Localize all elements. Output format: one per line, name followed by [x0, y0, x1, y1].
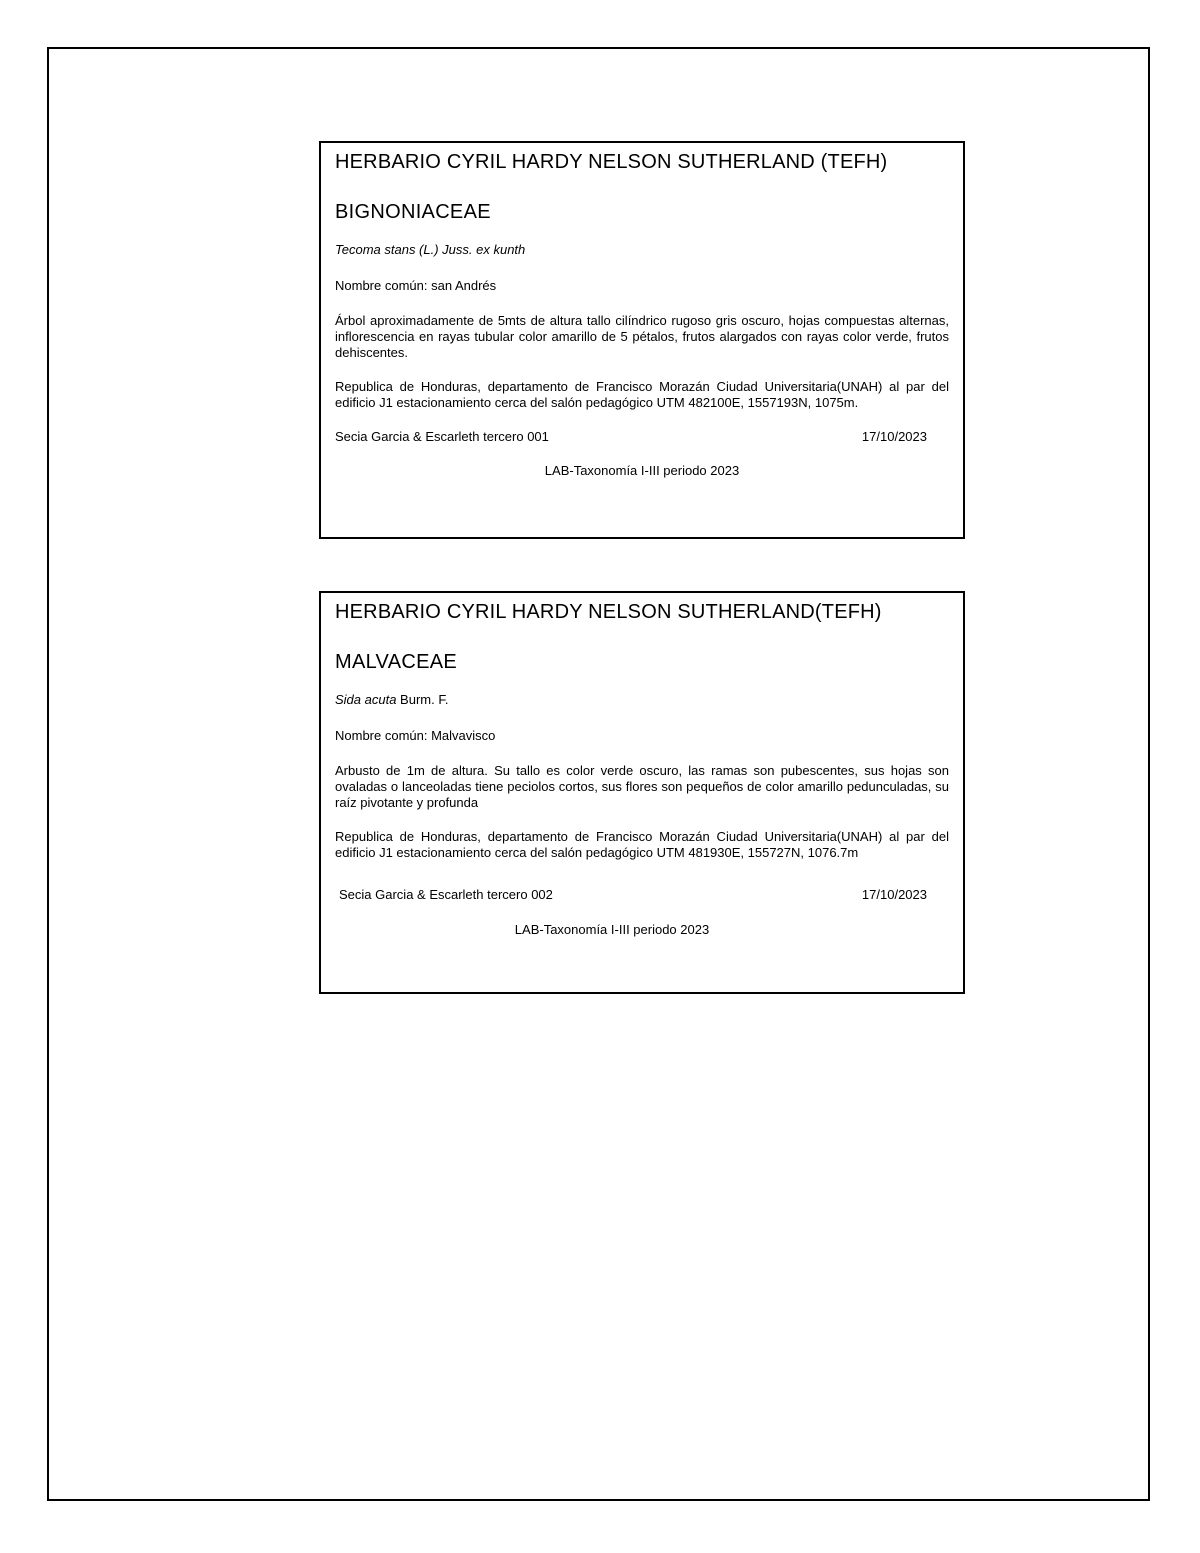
label-footer: LAB-Taxonomía I-III periodo 2023: [514, 922, 710, 937]
herbarium-name: HERBARIO CYRIL HARDY NELSON SUTHERLAND (TEFH): [335, 151, 888, 173]
collection-date: 17/10/2023: [861, 429, 927, 444]
common-name: Nombre común: Malvavisco: [335, 728, 496, 743]
scientific-name: Sida acuta: [335, 692, 397, 707]
plant-description: Árbol aproximadamente de 5mts de altura tallo cilíndrico rugoso gris oscuro, hojas compuestas alternas, inflorescencia en rayas tubular color amarillo de 5 pétalos, frutos alargados con rayas color verde, frutos dehiscentes.: [335, 313, 949, 360]
family-name: BIGNONIACEAE: [335, 201, 491, 223]
scientific-name: Tecoma stans (L.) Juss. ex kunth: [335, 242, 526, 257]
label-footer: LAB-Taxonomía I-III periodo 2023: [544, 463, 740, 478]
species-line: [335, 692, 949, 708]
species-line: [335, 242, 949, 258]
collection-locality: Republica de Honduras, departamento de Francisco Morazán Ciudad Universitaria(UNAH) al par del edificio J1 estacionamiento cerca del salón pedagógico UTM 481930E, 155727N, 1076.7m: [335, 829, 949, 860]
plant-description: Arbusto de 1m de altura. Su tallo es color verde oscuro, las ramas son pubescentes, sus hojas son ovaladas o lanceoladas tiene peciolos cortos, sus flores son pequeños de color amarillo pedunculadas, su raíz pivotante y profunda: [335, 763, 949, 810]
herbarium-label-2: [319, 591, 965, 994]
common-name: Nombre común: san Andrés: [335, 278, 497, 293]
collection-locality: Republica de Honduras, departamento de Francisco Morazán Ciudad Universitaria(UNAH) al par del edificio J1 estacionamiento cerca del salón pedagógico UTM 482100E, 1557193N, 1075m.: [335, 379, 949, 410]
family-name: MALVACEAE: [335, 651, 457, 673]
collector-row: [335, 887, 949, 903]
collectors: Secia Garcia & Escarleth tercero 002: [339, 887, 553, 902]
collectors: Secia Garcia & Escarleth tercero 001: [335, 429, 549, 444]
herbarium-name: HERBARIO CYRIL HARDY NELSON SUTHERLAND(TEFH): [335, 601, 882, 623]
species-author: Burm. F.: [396, 692, 449, 707]
herbarium-label-1: [319, 141, 965, 539]
collector-row: [335, 429, 949, 445]
collection-date: 17/10/2023: [861, 887, 927, 902]
